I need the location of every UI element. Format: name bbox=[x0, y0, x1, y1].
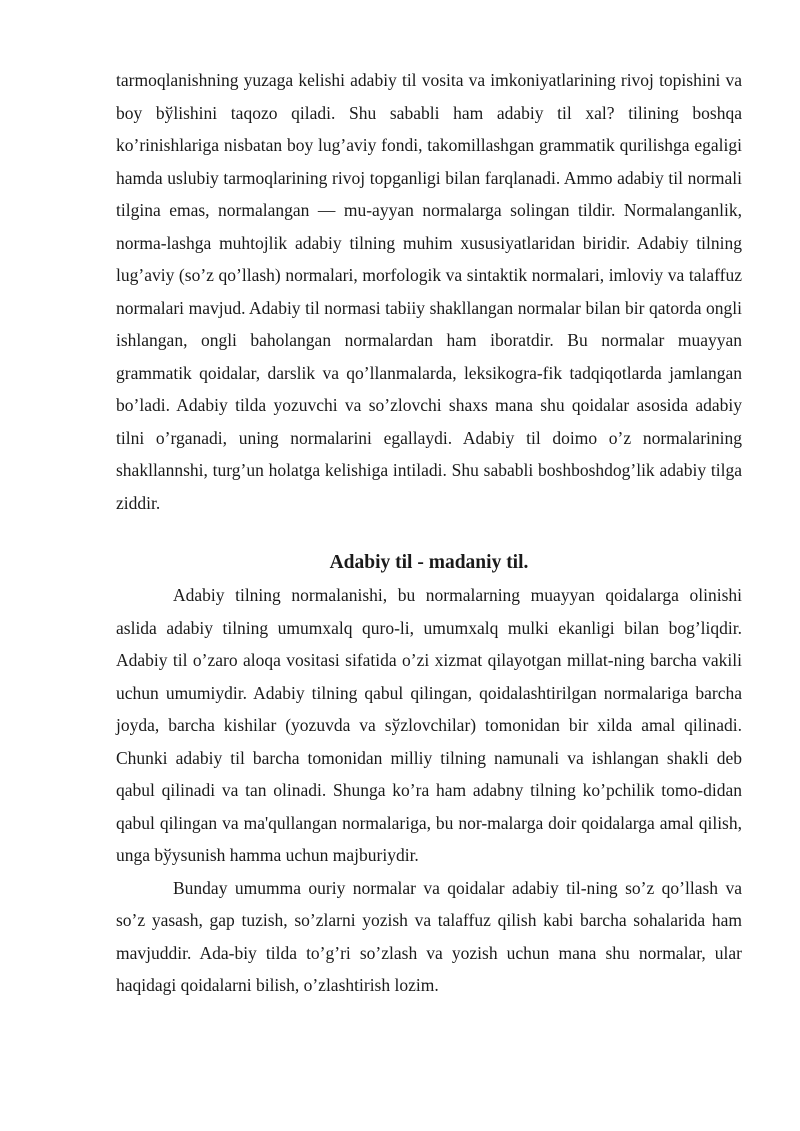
paragraph-intro: tarmoqlanishning yuzaga kelishi adabiy til vosita va imkoniyatlarining rivoj topishini va boy bўlishini taqozo qiladi. Shu sababli ham adabiy til xal? tilining boshqa ko’rinishlariga nisbatan boy lug’aviy fondi, takomillashgan grammatik qurilishga egaligi hamda uslubiy tarmoqlarining rivoj topganligi bilan farqlanadi. Ammo adabiy til normali tilgina emas, normalangan — mu-ayyan normalarga solingan tildir. Normalanganlik, norma-lashga muhtojlik adabiy tilning muhim xususiyatlaridan biridir. Adabiy tilning lug’aviy (so’z qo’llash) normalari, morfologik va sintaktik normalari, imloviy va talaffuz normalari mavjud. Adabiy til normasi tabiiy shakllangan normalar bilan bir qatorda ongli ishlangan, ongli baholangan normalardan ham iboratdir. Bu normalar muayyan grammatik qoidalar, darslik va qo’llanmalarda, leksikogra-fik tadqiqotlarda jamlangan bo’ladi. Adabiy tilda yozuvchi va so’zlovchi shaxs mana shu qoidalar asosida adabiy tilni o’rganadi, uning normalarini egallaydi. Adabiy til doimo o’z normalarining shakllannshi, turg’un holatga kelishiga intiladi. Shu sababli boshboshdog’lik adabiy tilga ziddir. bbox=[116, 70, 742, 513]
section-heading: Adabiy til - madaniy til. bbox=[329, 552, 529, 573]
document-page bbox=[116, 64, 742, 1002]
paragraph-normalization: Adabiy tilning normalanishi, bu normalarning muayyan qoidalarga olinishi aslida adabiy tilning umumxalq quro-li, umumxalq mulki ekanligi bilan bog’liqdir. Adabiy til o’zaro aloqa vositasi sifatida o’zi xizmat qilayotgan millat-ning barcha vakili uchun umumiydir. Adabiy tilning qabul qilingan, qoidalashtirilgan normalariga barcha joyda, barcha kishilar (yozuvda va sўzlovchilar) tomonidan bir xilda amal qilinadi. Chunki adabiy til barcha tomonidan milliy tilning namunali va ishlangan shakli deb qabul qilinadi va tan olinadi. Shunga ko’ra ham adabny tilning ko’pchilik tomo-didan qabul qilingan va ma'qullangan normalariga, bu nor-malarga doir qoidalarga amal qilish, unga bўysunish hamma uchun majburiydir. bbox=[116, 585, 742, 865]
paragraph-general-norms: Bunday umumma ouriy normalar va qoidalar adabiy til-ning so’z qo’llash va so’z yasash, gap tuzish, so’zlarni yozish va talaffuz qilish kabi barcha sohalarida ham mavjuddir. Ada-biy tilda to’g’ri so’zlash va yozish uchun mana shu normalar, ular haqidagi qoidalarni bilish, o’zlashtirish lozim. bbox=[116, 877, 742, 995]
